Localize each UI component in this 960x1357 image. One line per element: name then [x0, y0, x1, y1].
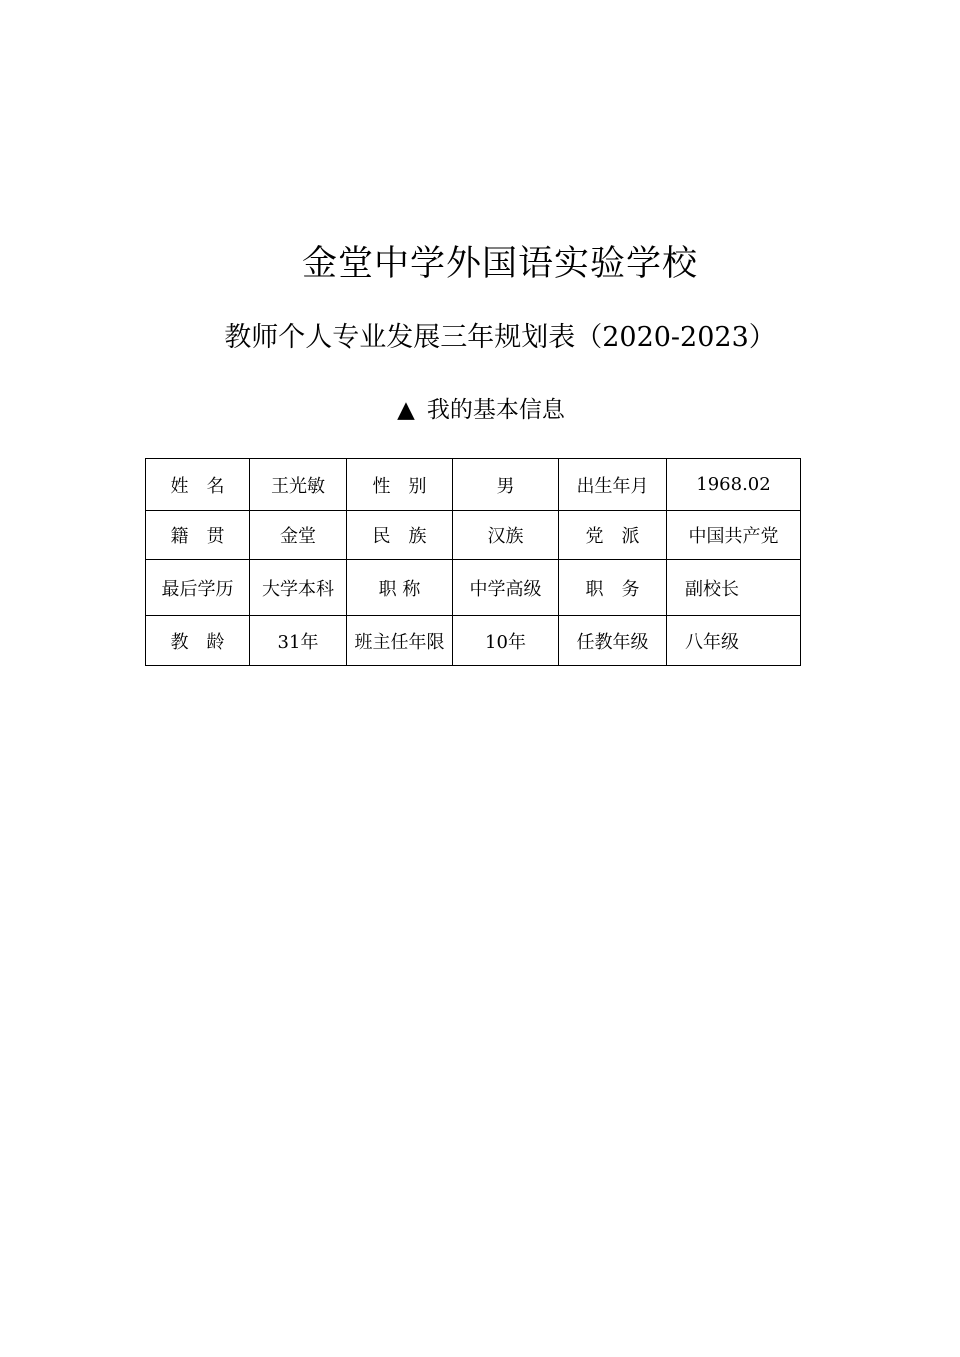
triangle-icon: ▲	[397, 397, 415, 423]
table-row	[146, 511, 801, 560]
value-education: 大学本科	[250, 560, 347, 616]
value-hometown: 金堂	[250, 511, 347, 560]
basic-info-table	[145, 458, 801, 666]
label-ethnicity: 民 族	[347, 511, 453, 560]
section-title: 我的基本信息	[426, 397, 565, 423]
value-birth: 1968.02	[667, 459, 801, 511]
value-title: 中学高级	[453, 560, 559, 616]
plan-title: 教师个人专业发展三年规划表（2020-2023）	[224, 322, 776, 353]
value-name: 王光敏	[250, 459, 347, 511]
label-birth: 出生年月	[559, 459, 667, 511]
label-title: 职 称	[347, 560, 453, 616]
value-ethnicity: 汉族	[453, 511, 559, 560]
label-party: 党 派	[559, 511, 667, 560]
value-teaching-years: 31年	[250, 616, 347, 666]
label-head-teacher-years: 班主任年限	[347, 616, 453, 666]
label-education: 最后学历	[146, 560, 250, 616]
table-row	[146, 616, 801, 666]
label-gender: 性 别	[347, 459, 453, 511]
value-gender: 男	[453, 459, 559, 511]
section-heading	[0, 392, 960, 428]
label-position: 职 务	[559, 560, 667, 616]
value-grade-taught: 八年级	[667, 616, 801, 666]
value-head-teacher-years: 10年	[453, 616, 559, 666]
label-hometown: 籍 贯	[146, 511, 250, 560]
label-name: 姓 名	[146, 459, 250, 511]
table-row	[146, 459, 801, 511]
label-grade-taught: 任教年级	[559, 616, 667, 666]
value-position: 副校长	[667, 560, 801, 616]
school-title: 金堂中学外国语实验学校	[301, 244, 698, 284]
label-teaching-years: 教 龄	[146, 616, 250, 666]
table-row	[146, 560, 801, 616]
value-party: 中国共产党	[667, 511, 801, 560]
